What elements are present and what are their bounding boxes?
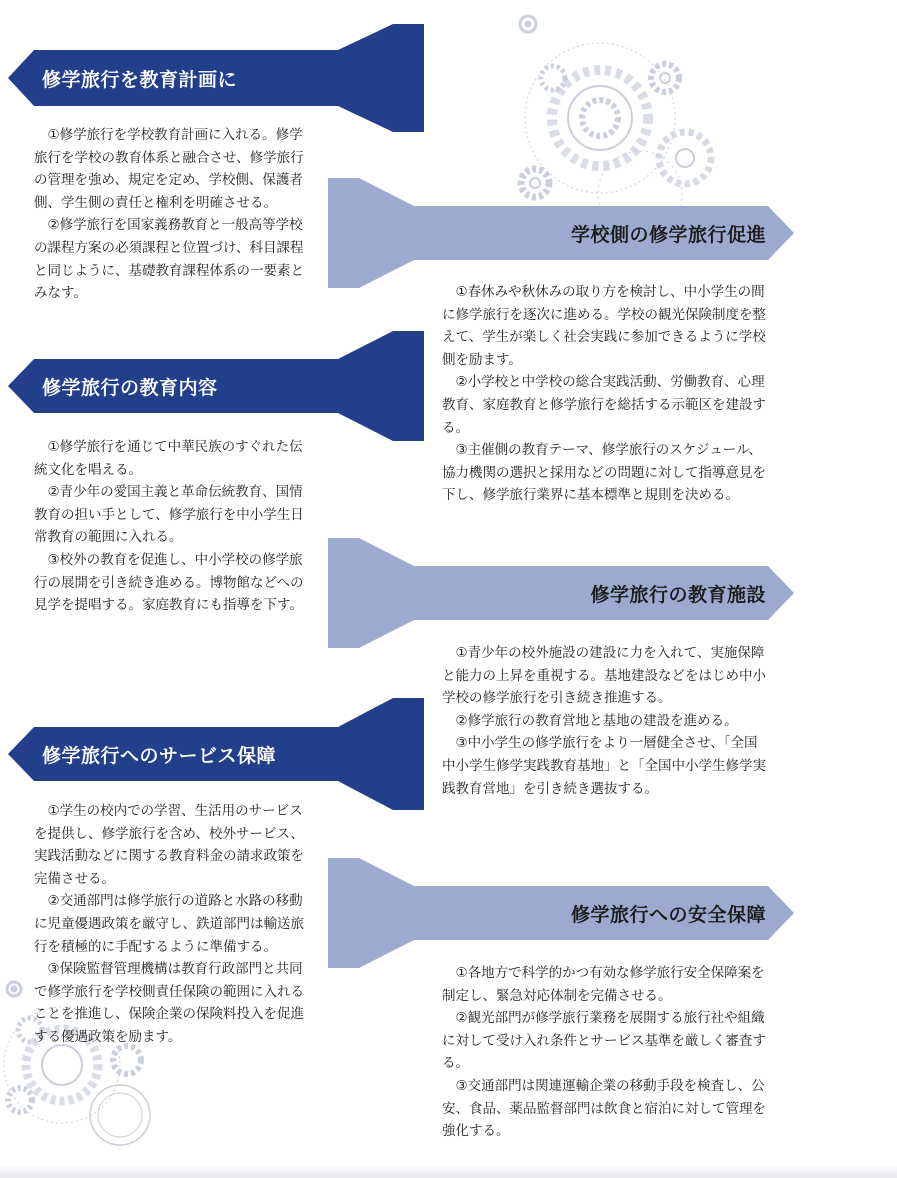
section-title: 学校側の修学旅行促進 [570, 223, 766, 246]
section-banner-service-support [8, 698, 424, 810]
paragraph: ③中小学生の修学旅行をより一層健全させ、「全国中小学生修学実践教育基地」と「全国中小学生修学実践教育営地」を引き続き選抜する。 [442, 735, 766, 797]
paragraph: ①青少年の校外施設の建設に力を入れて、実施保障と能力の上昇を重視する。基地建設などをはじめ中小学校の修学旅行を引き続き推進する。 [442, 645, 766, 707]
section-title: 修学旅行を教育計画に [42, 68, 238, 91]
section-body-safety-support [442, 962, 770, 1143]
paragraph: ①修学旅行を学校教育計画に入れる。修学旅行を学校の教育体系と融合させ、修学旅行の管理を強め、規定を定め、学校側、保護者側、学生側の責任と権利を明確させる。 [34, 127, 304, 211]
paragraph: ②修学旅行の教育営地と基地の建設を進める。 [455, 712, 738, 729]
section-title: 修学旅行への安全保障 [570, 903, 766, 926]
paragraph: ②修学旅行を国家義務教育と一般高等学校の課程方案の必須課程と位置づけ、科目課程と同じように、基礎教育課程体系の一要素とみなす。 [34, 217, 304, 302]
section-banner-education-facilities [328, 538, 794, 648]
section-body-education-plan [34, 124, 306, 305]
section-body-education-content [34, 436, 306, 617]
paragraph: ②小学校と中学校の総合実践活動、労働教育、心理教育、家庭教育と修学旅行を総括する示範区を建設する。 [442, 374, 766, 436]
paragraph: ①修学旅行を通じて中華民族のすぐれた伝統文化を唱える。 [34, 439, 303, 478]
section-body-education-facilities [442, 642, 770, 800]
paragraph: ③校外の教育を促進し、中小学校の修学旅行の展開を引き続き進める。博物館などへの見学を提唱する。家庭教育にも指導を下す。 [34, 551, 304, 614]
section-body-service-support [34, 800, 306, 1049]
paragraph: ①春休みや秋休みの取り方を検討し、中小学生の間に修学旅行を逐次に進める。学校の観光保険制度を整えて、学生が楽しく社会実践に参加できるように学校側を励ます。 [442, 284, 766, 368]
paragraph: ①学生の校内での学習、生活用のサービスを提供し、修学旅行を含め、校外サービス、実践活動などに関する教育料金の請求政策を完備させる。 [34, 803, 304, 887]
section-banner-education-plan [8, 22, 424, 134]
paragraph: ③主催側の教育テーマ、修学旅行のスケジュール、協力機関の選択と採用などの問題に対して指導意見を下し、修学旅行業界に基本標準と規則を決める。 [442, 442, 766, 504]
section-body-school-promotion [442, 281, 770, 507]
section-banner-safety-support [328, 858, 794, 968]
section-banner-education-content [8, 331, 424, 441]
paragraph: ②交通部門は修学旅行の道路と水路の移動に児童優遇政策を厳守し、鉄道部門は輸送旅行を積極的に手配するように準備する。 [34, 893, 304, 955]
section-banner-school-promotion [328, 178, 794, 288]
paragraph: ①各地方で科学的かつ有効な修学旅行安全保障案を制定し、緊急対応体制を完備させる。 [442, 965, 765, 1004]
paragraph: ③保険監督管理機構は教育行政部門と共同で修学旅行を学校側責任保険の範囲に入れることを推進し、保険企業の保険料投入を促進する優遇政策を励ます。 [34, 961, 304, 1045]
section-title: 修学旅行の教育施設 [590, 583, 766, 606]
section-title: 修学旅行の教育内容 [42, 376, 218, 399]
paragraph: ②青少年の愛国主義と革命伝統教育、国情教育の担い手として、修学旅行を中小学生日常教育の範囲に入れる。 [34, 484, 304, 546]
page-bottom-shadow [0, 1164, 897, 1178]
paragraph: ③交通部門は関連運輸企業の移動手段を検査し、公安、食品、薬品監督部門は飲食と宿泊に対して管理を強化する。 [442, 1077, 766, 1140]
section-title: 修学旅行へのサービス保障 [42, 744, 277, 767]
paragraph: ②観光部門が修学旅行業務を展開する旅行社や組織に対して受け入れ条件とサービス基準を厳しく審査する。 [442, 1010, 766, 1072]
